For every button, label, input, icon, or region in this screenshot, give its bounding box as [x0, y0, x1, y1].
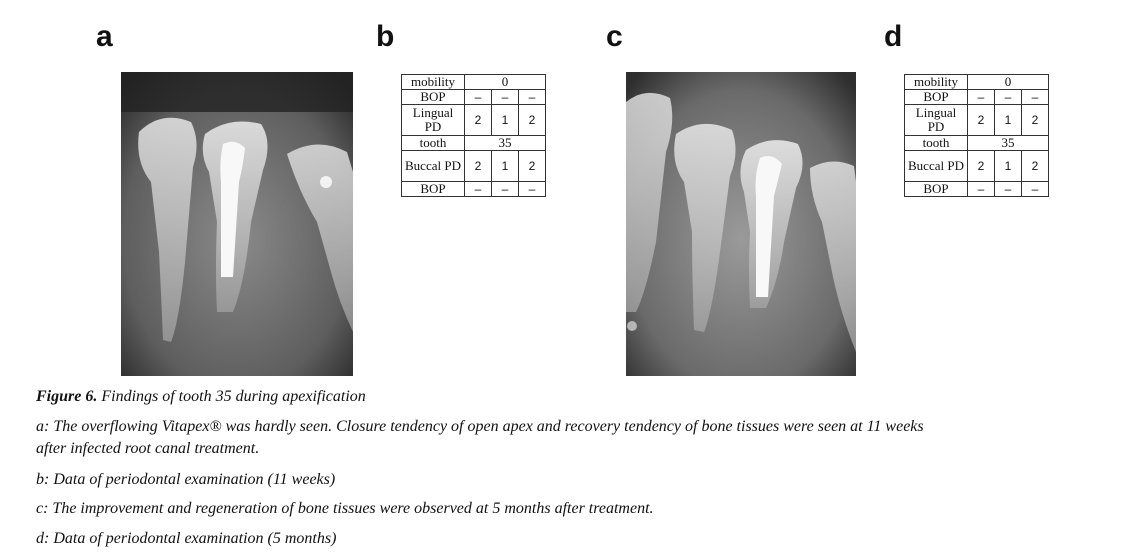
caption-b: b: Data of periodontal examination (11 weeks)	[36, 471, 336, 488]
lingual-pd-label: Lingual PD	[905, 105, 968, 136]
lingual-pd-cell: 1	[995, 105, 1022, 136]
mobility-label: mobility	[905, 75, 968, 90]
buccal-pd-cell: 2	[1022, 151, 1049, 182]
bop-top-cell: –	[1022, 90, 1049, 105]
bop-bottom-cell: –	[465, 182, 492, 197]
bop-top-cell: –	[968, 90, 995, 105]
bop-top-cell: –	[995, 90, 1022, 105]
lingual-pd-cell: 2	[968, 105, 995, 136]
bop-label-bottom: BOP	[905, 182, 968, 197]
tooth-value: 35	[968, 136, 1049, 151]
caption-a-line1: a: The overflowing Vitapex® was hardly seen. Closure tendency of open apex and recovery tendency of bone tissues were seen at 11 weeks	[36, 418, 924, 435]
radiograph-a	[121, 72, 353, 376]
caption-d: d: Data of periodontal examination (5 months)	[36, 530, 337, 547]
mobility-value: 0	[968, 75, 1049, 90]
periodontal-table-b	[401, 74, 546, 197]
bop-bottom-cell: –	[995, 182, 1022, 197]
tooth-value: 35	[465, 136, 546, 151]
panel-label-a: a	[96, 20, 113, 53]
bop-bottom-cell: –	[968, 182, 995, 197]
panel-label-c: c	[606, 20, 623, 53]
figure-caption-title	[36, 388, 366, 406]
bop-label-bottom: BOP	[402, 182, 465, 197]
mobility-value: 0	[465, 75, 546, 90]
bop-top-cell: –	[519, 90, 546, 105]
bop-label-top: BOP	[402, 90, 465, 105]
lingual-pd-cell: 2	[465, 105, 492, 136]
panel-label-b: b	[376, 20, 395, 53]
mobility-label: mobility	[402, 75, 465, 90]
figure-number: Figure 6.	[36, 388, 98, 405]
lingual-pd-cell: 1	[492, 105, 519, 136]
lingual-pd-cell: 2	[1022, 105, 1049, 136]
caption-c: c: The improvement and regeneration of bone tissues were observed at 5 months after treatment.	[36, 500, 654, 517]
buccal-pd-cell: 2	[519, 151, 546, 182]
bop-bottom-cell: –	[1022, 182, 1049, 197]
buccal-pd-cell: 1	[995, 151, 1022, 182]
figure-title-text: Findings of tooth 35 during apexification	[97, 388, 366, 405]
bop-top-cell: –	[492, 90, 519, 105]
bop-bottom-cell: –	[519, 182, 546, 197]
lingual-pd-cell: 2	[519, 105, 546, 136]
buccal-pd-cell: 2	[968, 151, 995, 182]
caption-a-line2: after infected root canal treatment.	[36, 440, 260, 457]
panel-label-d: d	[884, 20, 903, 53]
tooth-label: tooth	[905, 136, 968, 151]
buccal-pd-label: Buccal PD	[402, 151, 465, 182]
buccal-pd-cell: 1	[492, 151, 519, 182]
bop-label-top: BOP	[905, 90, 968, 105]
radiograph-c	[626, 72, 856, 376]
lingual-pd-label: Lingual PD	[402, 105, 465, 136]
periodontal-table-d	[904, 74, 1049, 197]
buccal-pd-label: Buccal PD	[905, 151, 968, 182]
bop-top-cell: –	[465, 90, 492, 105]
bop-bottom-cell: –	[492, 182, 519, 197]
tooth-label: tooth	[402, 136, 465, 151]
buccal-pd-cell: 2	[465, 151, 492, 182]
